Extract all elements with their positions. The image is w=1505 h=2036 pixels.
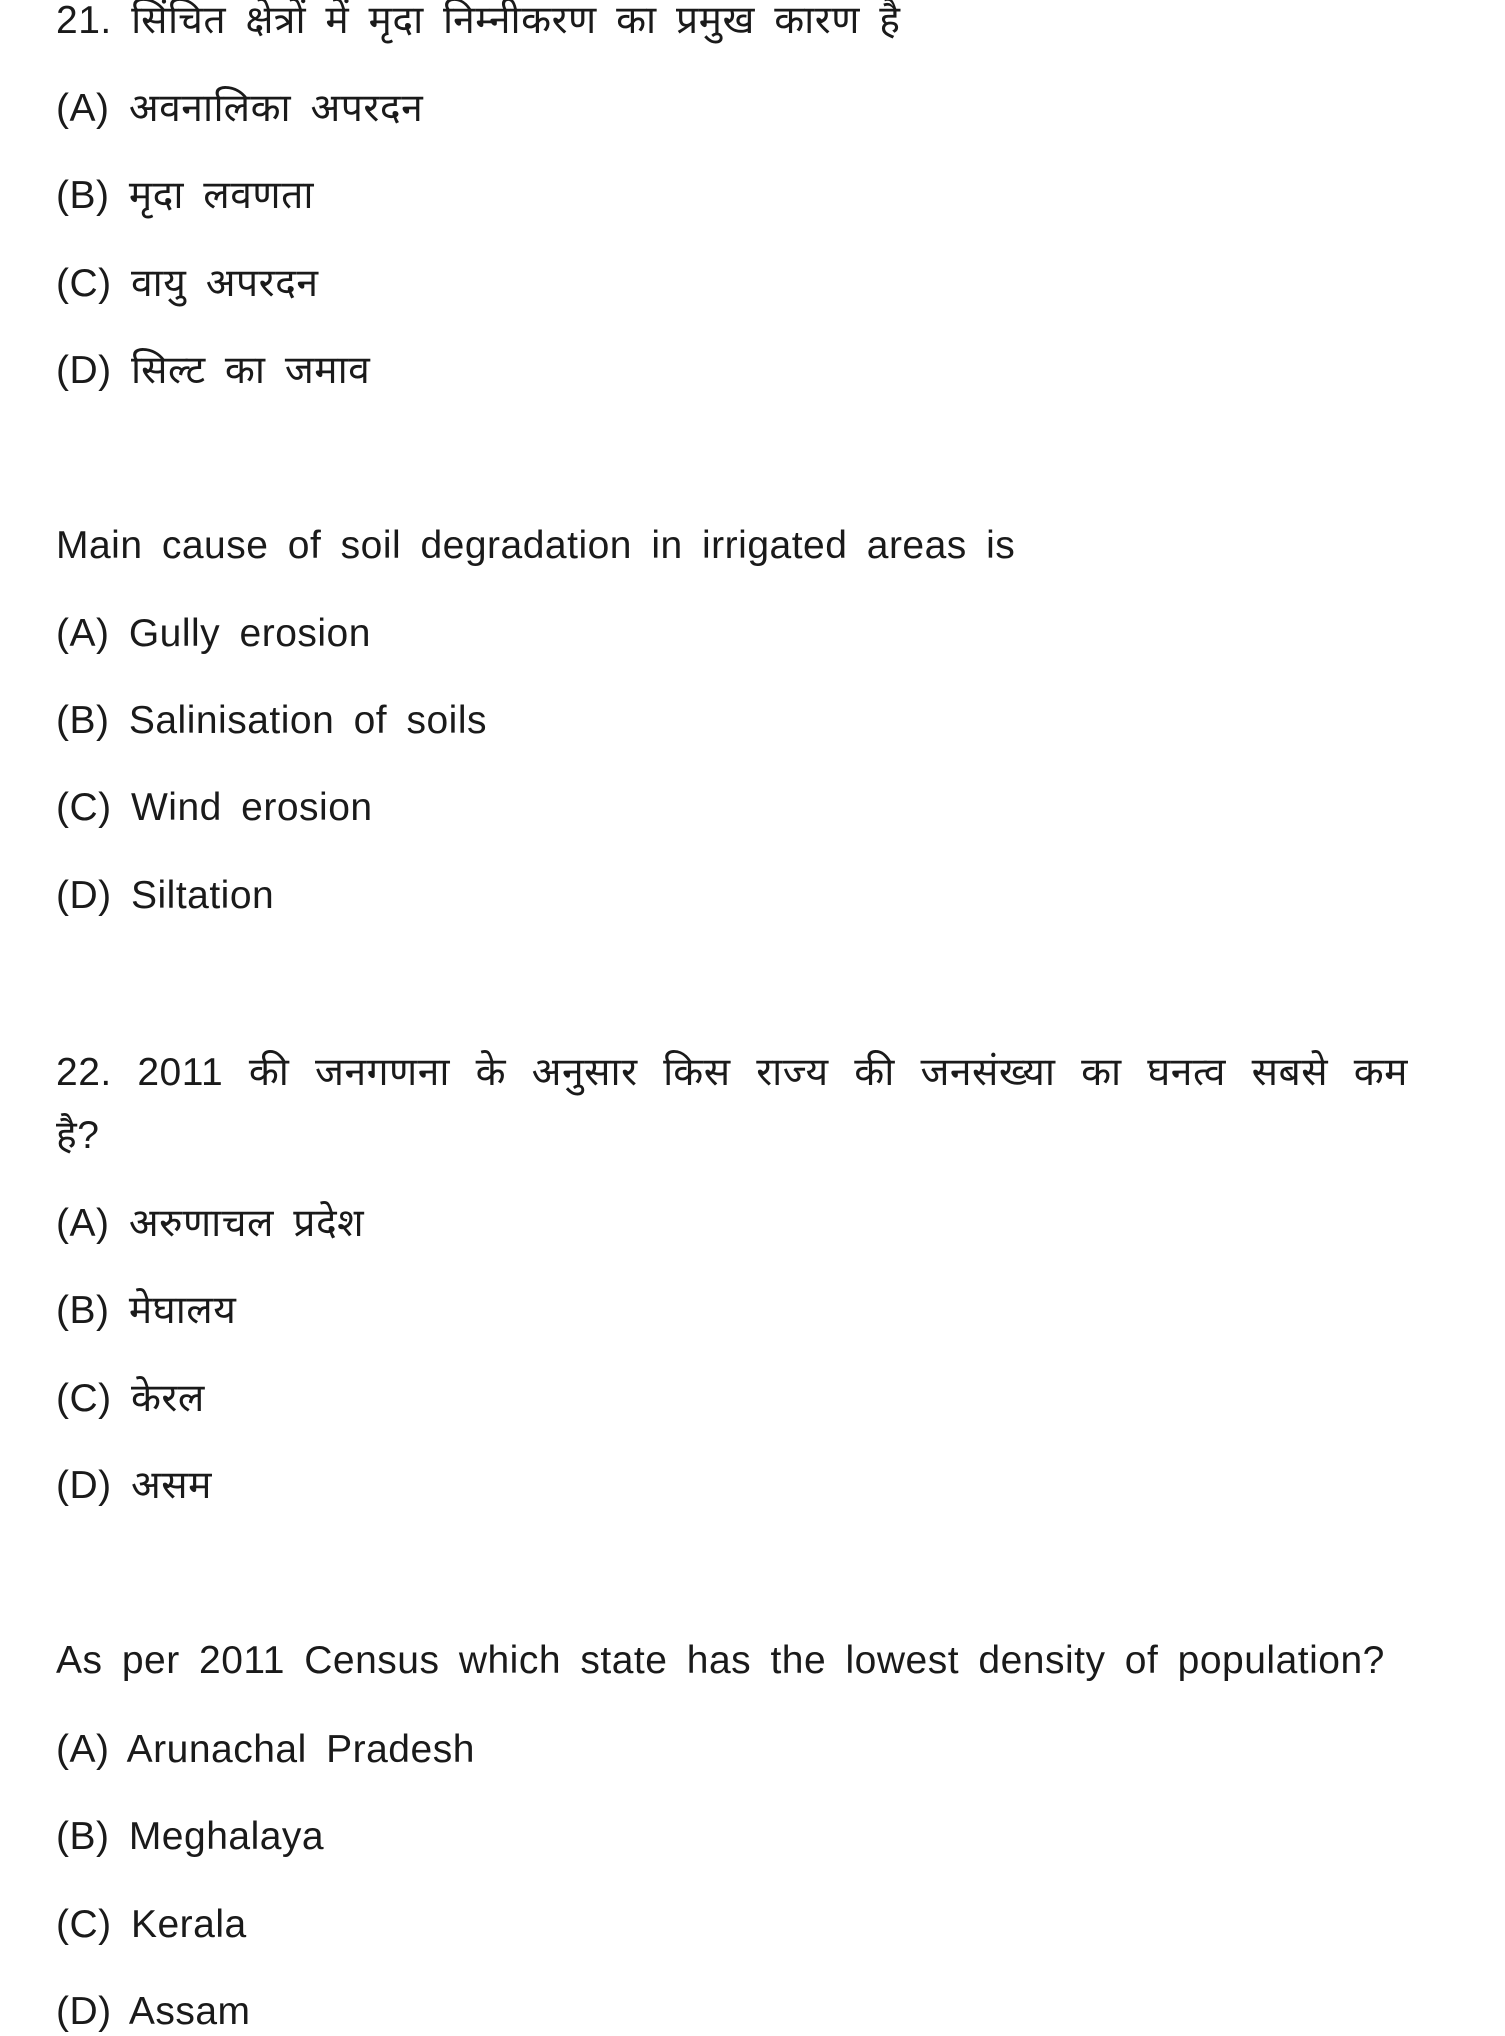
question-21-hindi-text: [56, 0, 900, 45]
option-b-hindi: (B) मृदा लवणता: [56, 174, 314, 217]
option-b-hindi: (B) मेघालय: [56, 1289, 237, 1332]
option-a-english: (A) Gully erosion: [56, 612, 371, 655]
option-a-english: (A) Arunachal Pradesh: [56, 1728, 475, 1771]
option-d-hindi: (D) सिल्ट का जमाव: [56, 349, 371, 392]
option-d-english: (D) Assam: [56, 1990, 251, 2033]
question-22-hindi-text: [56, 1049, 1408, 1097]
question-number: 21.: [56, 0, 112, 42]
question-22-hindi-text-cont: है?: [56, 1114, 100, 1157]
option-d-english: (D) Siltation: [56, 874, 275, 917]
option-c-english: (C) Kerala: [56, 1903, 247, 1946]
question-number: 22.: [56, 1051, 112, 1094]
question-text: 2011 की जनगणना के अनुसार किस राज्य की जनसंख्या का घनत्व सबसे कम: [137, 1051, 1408, 1094]
option-b-english: (B) Salinisation of soils: [56, 699, 487, 742]
question-22-english-text: As per 2011 Census which state has the lowest density of population?: [56, 1639, 1385, 1682]
option-d-hindi: (D) असम: [56, 1464, 212, 1507]
option-c-english: (C) Wind erosion: [56, 786, 373, 829]
option-c-hindi: (C) केरल: [56, 1377, 205, 1420]
question-text: सिंचित क्षेत्रों में मृदा निम्नीकरण का प्रमुख कारण है: [131, 0, 901, 42]
question-21-english-text: Main cause of soil degradation in irrigated areas is: [56, 524, 1016, 567]
option-a-hindi: (A) अरुणाचल प्रदेश: [56, 1202, 365, 1245]
option-a-hindi: (A) अवनालिका अपरदन: [56, 87, 424, 130]
option-c-hindi: (C) वायु अपरदन: [56, 262, 319, 305]
option-b-english: (B) Meghalaya: [56, 1815, 325, 1858]
